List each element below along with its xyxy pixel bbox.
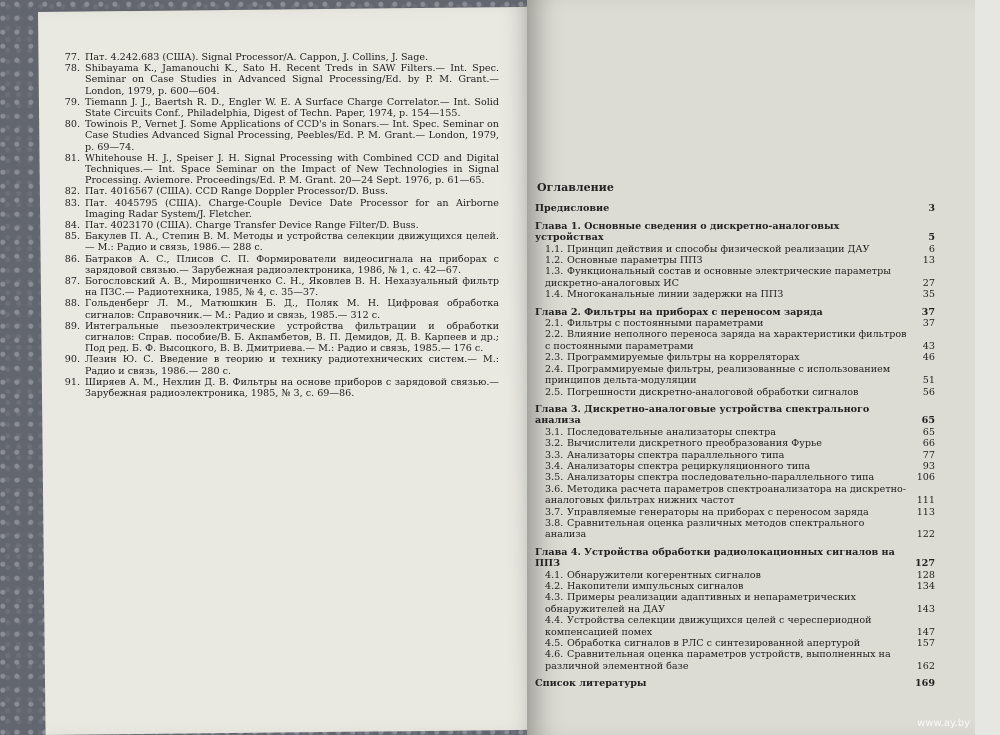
- toc-entry: [535, 484, 935, 507]
- toc-entry-title: Основные параметры ППЗ: [567, 255, 703, 267]
- toc-entry-number: 2.5.: [545, 386, 564, 398]
- toc-entry-number: 1.2.: [545, 255, 564, 267]
- toc-entry: [535, 507, 935, 518]
- toc-entry-page: 46: [922, 352, 935, 364]
- reference-text: Богословский А. В., Мирошниченко С. Н., Яковлев В. Н. Нехазуальный фильтр на ПЗС.— Радиотехника, 1985, № 4, с. 35—37.: [85, 276, 499, 299]
- page-edge: [975, 0, 1000, 735]
- toc-entry-number: 3.1.: [545, 426, 564, 438]
- toc-entry-page: 147: [916, 626, 935, 638]
- toc-entry-page: 111: [916, 495, 935, 507]
- reference-text: Пат. 4023170 (США). Charge Transfer Device Range Filter/D. Buss.: [85, 220, 419, 232]
- toc-entry-page: 37: [921, 306, 935, 318]
- toc-entry: [535, 352, 935, 363]
- toc-entry-page: 143: [916, 603, 935, 615]
- toc-entry-page: 134: [916, 581, 935, 592]
- toc-entry-number: 4.6.: [545, 649, 564, 661]
- toc-entry-page: 5: [928, 232, 935, 244]
- toc-entry-title: Список литературы: [535, 678, 647, 690]
- toc-entry: [535, 203, 935, 214]
- toc-entry-number: 4.2.: [545, 581, 564, 592]
- toc-entry: [535, 450, 935, 461]
- toc-entry-number: 2.1.: [545, 318, 564, 330]
- reference-text: Лезин Ю. С. Введение в теорию и технику радиотехнических систем.— М.: Радио и связь, 1986.— 280 с.: [85, 354, 499, 377]
- toc-entry-title: Принцип действия и способы физической реализации ДАУ: [567, 243, 870, 255]
- reference-number: 86.: [64, 253, 80, 265]
- toc-entry-number: 1.3.: [545, 266, 564, 278]
- reference-text: Гольденберг Л. М., Матюшкин Б. Д., Поляк М. Н. Цифровая обработка сигналов: Справочник.— М.: Радио и связь, 1985.— 312 с.: [85, 298, 499, 321]
- toc-entry: [535, 570, 935, 581]
- toc-entry-number: 3.4.: [545, 460, 564, 472]
- reference-number: 91.: [64, 376, 80, 388]
- watermark: www.ay.by: [917, 718, 970, 729]
- reference-item: [54, 153, 499, 187]
- reference-item: [54, 254, 499, 276]
- toc-entry: [535, 461, 935, 472]
- reference-number: 78.: [64, 63, 80, 75]
- reference-number: 80.: [64, 119, 80, 131]
- toc-rows: [535, 203, 935, 689]
- reference-text: Tiemann J. J., Baertsh R. D., Engler W. E. A Surface Charge Correlator.— Int. Solid State Circuits Conf., Philadelphia, Digest of Techn. Paper, 1974, p. 154—155.: [85, 96, 499, 120]
- toc-entry-title: Сравнительная оценка параметров устройств, выполненных на различной элементной базе: [545, 649, 891, 672]
- reference-text: Towinois P., Vernet J. Some Applications of CCD's in Sonars.— Int. Spec. Seminar on Case Studies Advanced Signal Processing, Peebles/Ed. P. M. Grant.— London, 1979, p. 69—74.: [85, 119, 499, 153]
- toc-entry: [535, 318, 935, 329]
- reference-text: Пат. 4045795 (США). Charge-Couple Device Date Processor for an Airborne Imaging Radar System/J. Fletcher.: [85, 197, 499, 220]
- reference-item: [54, 63, 499, 97]
- toc-entry-title: Анализаторы спектра последовательно-параллельного типа: [567, 472, 875, 484]
- toc-entry-title: Программируемые фильтры на корреляторах: [567, 352, 800, 364]
- toc-entry-title: Анализаторы спектра рециркуляционного типа: [567, 460, 811, 472]
- toc-entry-number: 3.2.: [545, 438, 564, 450]
- toc-entry-page: 35: [922, 289, 935, 301]
- toc-entry-page: 6: [928, 243, 935, 255]
- reference-item: [54, 377, 499, 399]
- toc-entry-page: 65: [921, 415, 935, 427]
- toc-entry-page: 43: [922, 340, 935, 352]
- toc-entry: [535, 266, 935, 289]
- toc-entry-number: 2.4.: [545, 363, 564, 375]
- toc-entry: [535, 387, 935, 398]
- toc-entry-title: Методика расчета параметров спектроанализатора на дискретно-аналоговых фильтрах нижних частот: [545, 483, 907, 507]
- toc-entry-title: Обнаружители когерентных сигналов: [567, 569, 761, 581]
- toc-entry: [535, 438, 935, 449]
- toc-entry-number: 2.3.: [545, 352, 564, 364]
- reference-item: [54, 220, 499, 231]
- toc-entry: [535, 518, 935, 541]
- toc-entry-title: Глава 3. Дискретно-аналоговые устройства спектрального анализа: [535, 403, 870, 427]
- toc-entry: [535, 678, 935, 689]
- toc-entry: [535, 329, 935, 352]
- toc-entry: [535, 244, 935, 255]
- reference-item: [54, 52, 499, 63]
- toc-entry-number: 1.4.: [545, 289, 564, 301]
- toc-entry-title: Глава 1. Основные сведения о дискретно-аналоговых устройствах: [535, 220, 840, 244]
- reference-item: [54, 298, 499, 320]
- toc-entry: [535, 581, 935, 592]
- toc-entry-page: 77: [922, 449, 935, 461]
- toc-entry-title: Влияние неполного переноса заряда на характеристики фильтров с постоянными параметрами: [545, 329, 907, 352]
- reference-text: Бакулев П. А., Степин В. М. Методы и устройства селекции движущихся целей.— М.: Радио и связь, 1986.— 288 с.: [85, 231, 499, 254]
- toc-entry: [535, 364, 935, 387]
- toc-entry-title: Последовательные анализаторы спектра: [567, 426, 776, 438]
- toc-entry-number: 4.4.: [545, 615, 564, 627]
- toc-entry-number: 1.1.: [545, 243, 564, 255]
- toc-entry-title: Сравнительная оценка различных методов спектрального анализа: [545, 517, 865, 541]
- toc-entry: [535, 615, 935, 638]
- reference-number: 84.: [64, 220, 80, 232]
- reference-number: 85.: [64, 231, 80, 243]
- toc-entry-page: 13: [922, 255, 935, 267]
- reference-number: 83.: [64, 197, 80, 209]
- reference-number: 81.: [64, 152, 80, 164]
- reference-item: [54, 198, 499, 220]
- toc-entry-number: 3.7.: [545, 506, 564, 518]
- reference-number: 79.: [64, 96, 80, 108]
- toc-entry-number: 3.5.: [545, 472, 564, 484]
- reference-number: 87.: [64, 276, 80, 288]
- toc-entry-title: Функциональный состав и основные электрические параметры дискретно-аналоговых ИС: [545, 266, 891, 289]
- toc-entry-page: 128: [916, 569, 935, 581]
- toc-entry-page: 56: [922, 386, 935, 398]
- reference-item: [54, 119, 499, 153]
- reference-number: 77.: [64, 52, 80, 63]
- toc-entry-title: Устройства селекции движущихся целей с череспериодной компенсацией помех: [545, 615, 872, 638]
- reference-item: [54, 231, 499, 253]
- toc-entry-page: 93: [922, 460, 935, 472]
- toc-entry-title: Примеры реализации адаптивных и непараметрических обнаружителей на ДАУ: [545, 592, 856, 615]
- toc-entry: [535, 289, 935, 300]
- reference-item: [54, 276, 499, 298]
- toc-entry-number: 4.3.: [545, 592, 564, 604]
- toc-entry-title: Вычислители дискретного преобразования Фурье: [567, 438, 822, 450]
- toc-entry: [535, 649, 935, 672]
- toc-entry: [535, 592, 935, 615]
- toc-entry-page: 157: [916, 638, 935, 650]
- reference-number: 90.: [64, 354, 80, 366]
- toc-entry-number: 3.3.: [545, 449, 564, 461]
- reference-text: Ширяев А. М., Нехлин Д. В. Фильтры на основе приборов с зарядовой связью.— Зарубежная радиоэлектроника, 1985, № 3, с. 69—86.: [85, 376, 499, 400]
- toc-entry-page: 66: [922, 438, 935, 450]
- reference-item: [54, 97, 499, 119]
- toc-entry: [535, 255, 935, 266]
- toc-entry-title: Глава 4. Устройства обработки радиолокационных сигналов на ППЗ: [535, 546, 895, 570]
- toc-entry-page: 127: [914, 558, 935, 570]
- reference-text: Интегральные пьезоэлектрические устройства фильтрации и обработки сигналов: Справ. пособие/В. Б. Акпамбетов, В. П. Демидов, Д. В. Карпеев и др.; Под ред. Б. Ф. Высоцкого, В. В. Дмитриева.— М.: Радио и связь, 1985.— 176 с.: [85, 320, 499, 355]
- toc-entry-page: 3: [928, 203, 935, 215]
- toc-entry: [535, 307, 935, 318]
- reference-text: Пат. 4.242.683 (США). Signal Processor/A. Cappon, J. Collins, J. Sage.: [85, 52, 429, 63]
- toc-entry-title: Управляемые генераторы на приборах с переносом заряда: [567, 506, 869, 518]
- toc-entry-number: 4.1.: [545, 569, 564, 581]
- toc-entry-page: 106: [916, 472, 935, 484]
- toc-entry-page: 65: [922, 426, 935, 438]
- toc-entry-page: 169: [914, 678, 935, 690]
- toc-entry-number: 4.5.: [545, 638, 564, 650]
- table-of-contents: [535, 182, 935, 690]
- toc-entry-title: Накопители импульсных сигналов: [567, 581, 744, 592]
- reference-item: [54, 321, 499, 355]
- reference-text: Whitehouse H. J., Speiser J. H. Signal Processing with Combined CCD and Digital Techniques.— Int. Space Seminar on the Impact of New Technologies in Signal Processing. Aviemore. Proceedings/Ed. P. M. Grant. 20—24 Sept. 1976, p. 61—65.: [85, 152, 499, 187]
- toc-entry-page: 122: [916, 529, 935, 541]
- toc-entry-title: Обработка сигналов в РЛС с синтезированной апертурой: [567, 638, 861, 650]
- toc-entry-title: Анализаторы спектра параллельного типа: [567, 449, 785, 461]
- reference-item: [54, 186, 499, 197]
- toc-title: Оглавление: [537, 181, 614, 194]
- toc-entry: [535, 638, 935, 649]
- toc-entry-page: 113: [916, 506, 935, 518]
- toc-entry-title: Предисловие: [535, 203, 610, 215]
- toc-entry-number: 3.6.: [545, 483, 564, 495]
- toc-entry: [535, 221, 935, 244]
- toc-entry-page: 51: [922, 375, 935, 387]
- toc-entry-number: 3.8.: [545, 517, 564, 529]
- toc-entry-title: Фильтры с постоянными параметрами: [567, 318, 764, 330]
- toc-entry-number: 2.2.: [545, 329, 564, 341]
- reference-text: Батраков А. С., Плисов С. П. Формирователи видеосигнала на приборах с зарядовой связью.— Зарубежная радиоэлектроника, 1986, № 1, с. 42—67.: [85, 253, 499, 276]
- toc-entry-title: Многоканальные линии задержки на ППЗ: [567, 289, 784, 301]
- reference-text: Shibayama K., Jamanouchi K., Sato H. Recent Treds in SAW Filters.— Int. Spec. Seminar on Case Studies in Advanced Signal Processing/Ed. by P. M. Grant.— London, 1979, p. 600—604.: [85, 63, 499, 97]
- reference-number: 88.: [64, 298, 80, 310]
- reference-text: Пат. 4016567 (США). CCD Range Doppler Processor/D. Buss.: [85, 186, 389, 198]
- toc-entry: [535, 547, 935, 570]
- toc-entry-page: 37: [922, 318, 935, 330]
- toc-entry-title: Погрешности дискретно-аналоговой обработки сигналов: [567, 386, 859, 398]
- toc-entry-title: Программируемые фильтры, реализованные с использованием принципов дельта-модуляции: [545, 363, 891, 387]
- toc-entry-page: 27: [922, 277, 935, 289]
- reference-item: [54, 354, 499, 376]
- reference-number: 82.: [64, 186, 80, 198]
- reference-list: [54, 52, 499, 399]
- toc-entry: [535, 472, 935, 483]
- toc-entry: [535, 427, 935, 438]
- toc-entry-title: Глава 2. Фильтры на приборах с переносом заряда: [535, 306, 823, 318]
- toc-entry-page: 162: [916, 660, 935, 672]
- toc-entry: [535, 404, 935, 427]
- reference-number: 89.: [64, 320, 80, 332]
